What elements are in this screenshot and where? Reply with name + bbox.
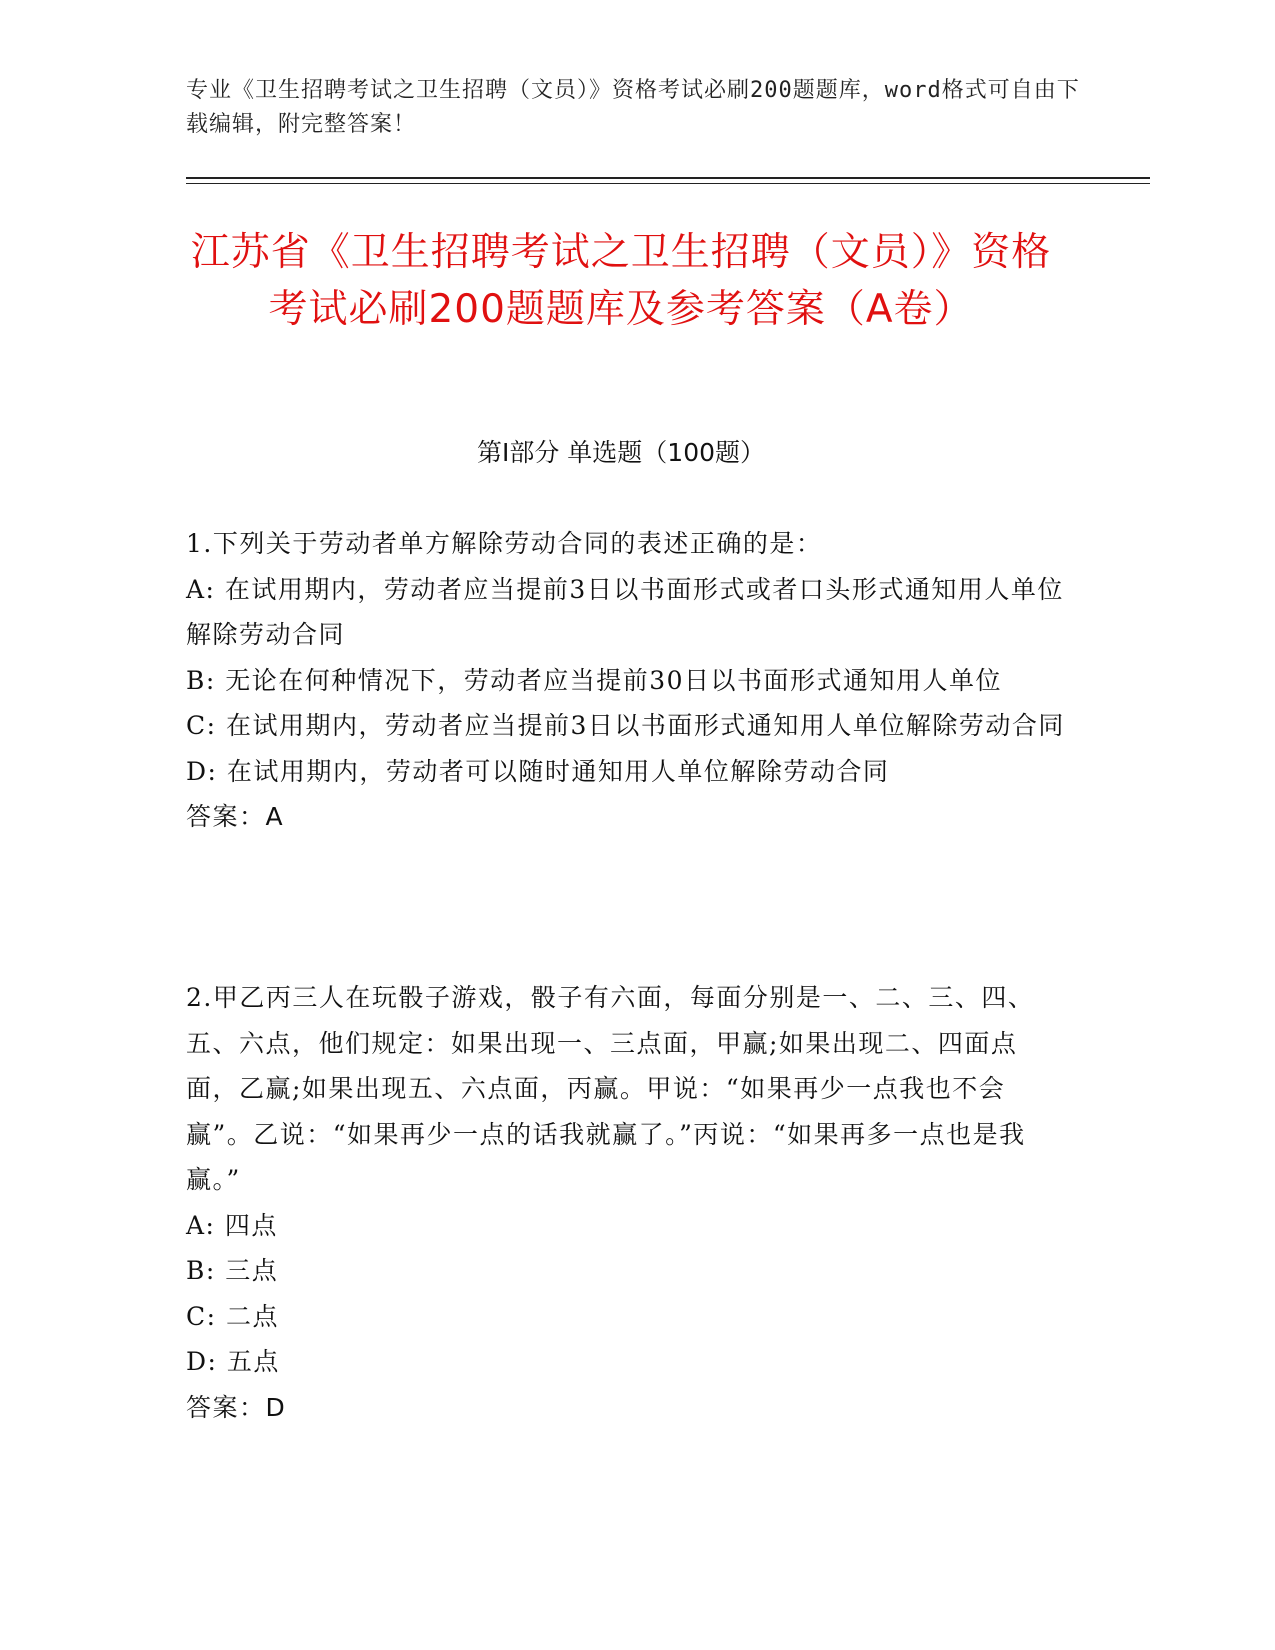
option-d: D: 五点 — [186, 1347, 280, 1376]
option-a: A: 在试用期内，劳动者应当提前3日以书面形式或者口头形式通知用人单位解除劳动合同 — [186, 574, 1064, 649]
option-a: A: 四点 — [186, 1210, 278, 1240]
question-stem: 2.甲乙丙三人在玩骰子游戏，骰子有六面，每面分别是一、二、三、四、五、六点，他们规定：如果出现一、三点面，甲赢;如果出现二、四面点面，乙赢;如果出现五、六点面，丙赢。甲说：“如果再少一点我也不会赢”。乙说：“如果再少一点的话我就赢了。”丙说：“如果再多一点也是我赢。” — [186, 983, 1035, 1194]
option-d: D: 在试用期内，劳动者可以随时通知用人单位解除劳动合同 — [186, 756, 890, 786]
header-note: 专业《卫生招聘考试之卫生招聘（文员）》资格考试必刷200题题库，word格式可自由下载编辑，附完整答案！ — [186, 78, 1080, 137]
question-1 — [186, 521, 1066, 840]
question-stem: 1.下列关于劳动者单方解除劳动合同的表述正确的是： — [186, 529, 823, 558]
document-title: 江苏省《卫生招聘考试之卫生招聘（文员）》资格考试必刷200题题库及参考答案（A卷） — [190, 230, 1052, 332]
option-b: B: 三点 — [186, 1256, 279, 1285]
option-b: B: 无论在何种情况下，劳动者应当提前30日以书面形式通知用人单位 — [186, 665, 1003, 695]
question-2 — [186, 975, 1066, 1430]
answer-line — [186, 794, 1066, 840]
answer-value: D — [265, 1392, 287, 1422]
answer-label: 答案： — [186, 802, 266, 831]
option-c: C: 在试用期内，劳动者应当提前3日以书面形式通知用人单位解除劳动合同 — [186, 711, 1065, 740]
header-divider-thin — [186, 183, 1150, 184]
option-c: C: 二点 — [186, 1301, 279, 1331]
answer-label: 答案： — [186, 1392, 266, 1422]
section-heading: 第I部分 单选题（100题） — [476, 438, 766, 467]
header-divider-thick — [186, 177, 1150, 179]
answer-line — [186, 1385, 1066, 1431]
answer-value: A — [265, 802, 285, 831]
